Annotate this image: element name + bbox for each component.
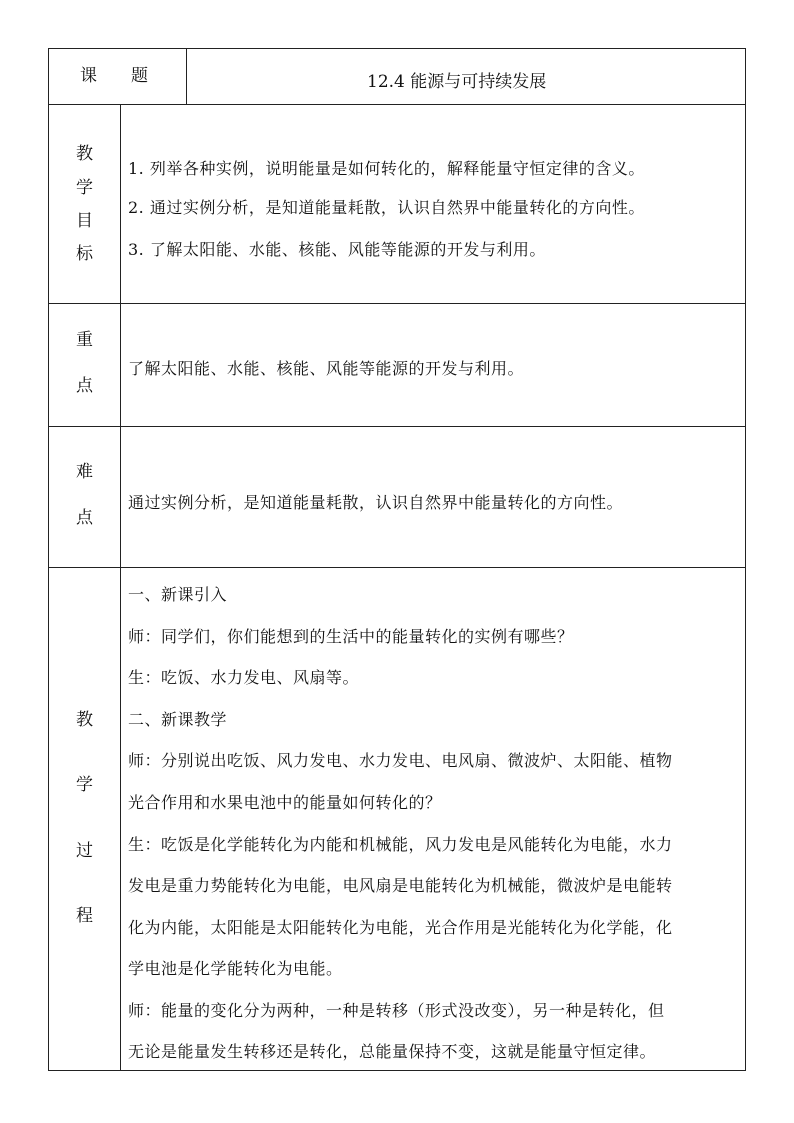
row-divider — [48, 567, 746, 568]
row-divider — [48, 426, 746, 427]
header-column-divider — [186, 48, 187, 105]
process-line: 生：吃饭、水力发电、风扇等。 — [128, 668, 360, 687]
lesson-title: 12.4 能源与可持续发展 — [367, 72, 547, 92]
row-divider — [48, 104, 746, 105]
process-line: 学电池是化学能转化为电能。 — [128, 959, 343, 978]
process-line: 二、新课教学 — [128, 710, 228, 729]
goal-item: 1. 列举各种实例，说明能量是如何转化的，解释能量守恒定律的含义。 — [128, 159, 645, 178]
process-line: 发电是重力势能转化为电能，电风扇是电能转化为机械能，微波炉是电能转 — [128, 876, 673, 895]
process-line: 师：能量的变化分为两种，一种是转移（形式没改变），另一种是转化，但 — [128, 1001, 665, 1020]
process-label-char: 学 — [76, 775, 93, 795]
process-line: 无论是能量发生转移还是转化，总能量保持不变，这就是能量守恒定律。 — [128, 1042, 657, 1061]
difficulty-text: 通过实例分析，是知道能量耗散，认识自然界中能量转化的方向性。 — [128, 493, 624, 512]
key-point-label-char: 重 — [76, 330, 93, 350]
process-line: 光合作用和水果电池中的能量如何转化的？ — [128, 793, 442, 812]
process-line: 师：同学们，你们能想到的生活中的能量转化的实例有哪些？ — [128, 627, 574, 646]
table-border-left — [48, 48, 49, 1071]
process-line: 化为内能，太阳能是太阳能转化为电能，光合作用是光能转化为化学能，化 — [128, 918, 673, 937]
goals-label-char: 标 — [76, 244, 93, 264]
table-border-right — [745, 48, 746, 1071]
process-line: 一、新课引入 — [128, 585, 228, 604]
key-point-text: 了解太阳能、水能、核能、风能等能源的开发与利用。 — [128, 359, 525, 378]
goals-label-char: 目 — [76, 211, 93, 231]
difficulty-label-char: 点 — [76, 508, 93, 528]
difficulty-label-char: 难 — [76, 462, 93, 482]
process-label-char: 过 — [76, 841, 93, 861]
row-divider — [48, 303, 746, 304]
goals-label-char: 教 — [76, 144, 93, 164]
goals-label-char: 学 — [76, 178, 93, 198]
process-line: 生：吃饭是化学能转化为内能和机械能，风力发电是风能转化为电能，水力 — [128, 835, 673, 854]
table-border-bottom — [48, 1070, 746, 1071]
process-label-char: 教 — [76, 710, 93, 730]
process-label-char: 程 — [76, 906, 93, 926]
key-point-label-char: 点 — [76, 376, 93, 396]
goal-item: 2. 通过实例分析，是知道能量耗散，认识自然界中能量转化的方向性。 — [128, 198, 645, 217]
header-label-left: 课 — [80, 66, 97, 86]
goal-item: 3. 了解太阳能、水能、核能、风能等能源的开发与利用。 — [128, 240, 546, 259]
header-label-right: 题 — [131, 66, 148, 86]
label-column-divider — [120, 104, 121, 1071]
table-border-top — [48, 48, 746, 49]
process-line: 师：分别说出吃饭、风力发电、水力发电、电风扇、微波炉、太阳能、植物 — [128, 751, 673, 770]
